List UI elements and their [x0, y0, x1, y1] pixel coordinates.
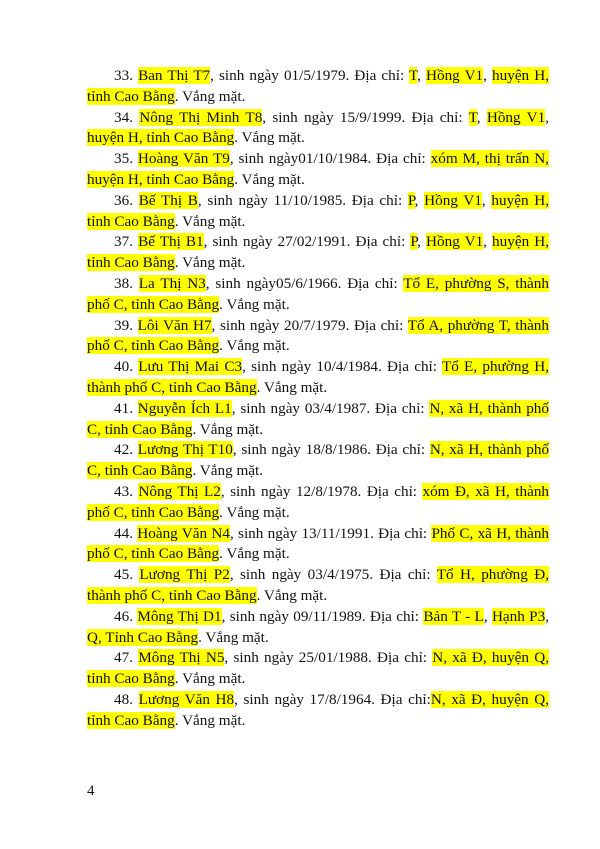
entry-number: 37.	[114, 233, 133, 251]
address-separator: ,	[476, 108, 487, 126]
address-highlight: N, xã Đ, huyện Q, tỉnh Cao Bằng	[87, 690, 550, 729]
list-item	[87, 482, 549, 524]
address-highlight: T	[409, 67, 418, 84]
address-highlight: xóm Đ, xã H, thành phố C, tỉnh Cao Bằng	[87, 482, 550, 521]
person-name: La Thị N3	[138, 274, 206, 292]
address-highlight: Hồng V1	[426, 67, 484, 84]
list-item	[87, 399, 549, 441]
birth-info: , sinh ngày 17/8/1964. Địa chỉ:	[234, 690, 431, 708]
birth-info: , sinh ngày 20/7/1979. Địa chỉ:	[211, 316, 408, 334]
address-highlight: Hồng V1	[486, 108, 546, 126]
birth-info: , sinh ngày05/6/1966. Địa chỉ:	[205, 274, 404, 292]
person-name: Bế Thị B	[138, 191, 198, 209]
birth-info: , sinh ngày 18/8/1986. Địa chỉ:	[232, 441, 430, 459]
address-separator: ,	[483, 67, 493, 84]
address-highlight: N, xã H, thành phố C, tỉnh Cao Bằng	[87, 441, 550, 480]
person-name: Lương Thị T10	[137, 441, 233, 459]
person-name: Hoàng Văn N4	[137, 524, 230, 542]
address-highlight: Bản T - L	[423, 607, 484, 625]
list-item	[87, 357, 549, 399]
list-item	[87, 191, 549, 233]
address-highlight: Tổ E, phường H, thành phố C, tỉnh Cao Bằng	[87, 358, 550, 396]
birth-info: , sinh ngày 25/01/1988. Địa chỉ:	[224, 649, 433, 667]
list-item	[87, 66, 549, 108]
attendance-status: . Vắng mặt.	[219, 503, 290, 521]
birth-info: , sinh ngày 03/4/1975. Địa chỉ:	[229, 566, 437, 584]
address-separator: ,	[483, 607, 492, 625]
address-highlight: Q, Tỉnh Cao Bằng	[87, 628, 199, 646]
person-name: Lương Văn H8	[138, 690, 235, 708]
address-highlight: Tổ A, phường T, thành phố C, tỉnh Cao Bằng	[87, 316, 549, 355]
birth-info: , sinh ngày 01/5/1979. Địa chỉ:	[210, 67, 409, 84]
birth-info: , sinh ngày 13/11/1991. Địa chỉ:	[229, 524, 432, 542]
address-highlight: Tổ H, phường Đ, thành phố C, tỉnh Cao Bằng	[87, 566, 549, 604]
person-name: Lưu Thị Mai C3	[138, 358, 243, 376]
birth-info: , sinh ngày 03/4/1987. Địa chỉ:	[231, 399, 430, 417]
address-highlight: huyện H, tỉnh Cao Bằng	[87, 129, 235, 147]
address-highlight: N, xã H, thành phố C, tỉnh Cao Bằng	[87, 399, 549, 438]
address-highlight: huyện H, tỉnh Cao Bằng	[87, 233, 550, 272]
birth-info: , sinh ngày01/10/1984. Địa chỉ:	[229, 150, 431, 168]
list-item	[87, 232, 549, 274]
entry-number: 48.	[114, 690, 133, 708]
entry-number: 40.	[114, 358, 133, 376]
address-highlight: huyện H, tỉnh Cao Bằng	[87, 67, 549, 105]
birth-info: , sinh ngày 15/9/1999. Địa chỉ:	[262, 108, 469, 126]
address-separator: ,	[417, 67, 427, 84]
attendance-status: . Vắng mặt.	[234, 129, 305, 147]
address-separator: ,	[483, 233, 493, 251]
list-item	[87, 648, 549, 690]
birth-info: , sinh ngày 27/02/1991. Địa chỉ:	[203, 233, 411, 251]
address-highlight: P	[407, 191, 415, 209]
attendance-status: . Vắng mặt.	[219, 545, 290, 563]
birth-info: , sinh ngày 11/10/1985. Địa chỉ:	[197, 191, 408, 209]
list-item	[87, 108, 549, 150]
address-separator: ,	[481, 191, 492, 209]
entry-number: 43.	[114, 482, 133, 500]
address-highlight: Phố C, xã H, thành phố C, tỉnh Cao Bằng	[87, 524, 550, 563]
address-separator: ,	[417, 233, 427, 251]
attendance-status: . Vắng mặt.	[219, 295, 290, 313]
page-number: 4	[87, 783, 95, 799]
address-highlight: xóm M, thị trấn N, huyện H, tỉnh Cao Bằng	[87, 150, 549, 188]
address-highlight: P	[410, 233, 418, 251]
list-item	[87, 274, 549, 316]
address-highlight: Hồng V1	[424, 191, 482, 209]
person-name: Nguyễn Ích L1	[137, 399, 232, 417]
entry-number: 45.	[114, 566, 133, 584]
address-separator: ,	[545, 607, 550, 625]
person-name: Nông Thị Minh T8	[139, 108, 263, 126]
person-name: Ban Thị T7	[138, 67, 211, 84]
address-highlight: Hồng V1	[426, 233, 484, 251]
list-item	[87, 316, 549, 358]
attendance-status: . Vắng mặt.	[256, 586, 328, 604]
entry-number: 38.	[114, 274, 133, 292]
person-name: Lương Thị P2	[139, 566, 230, 584]
entry-number: 36.	[114, 191, 133, 209]
entry-number: 41.	[114, 399, 133, 417]
attendance-status: . Vắng mặt.	[198, 628, 269, 646]
attendance-status: . Vắng mặt.	[192, 420, 264, 438]
attendance-status: . Vắng mặt.	[234, 170, 305, 188]
person-name: Bế Thị B1	[138, 233, 204, 251]
address-highlight: Tổ E, phường S, thành phố C, tỉnh Cao Bằng	[87, 274, 549, 313]
attendance-status: . Vắng mặt.	[174, 670, 246, 688]
address-highlight: Hạnh P3	[491, 607, 546, 625]
entry-number: 47.	[114, 649, 133, 667]
person-name: Mông Thị N5	[138, 649, 225, 667]
person-name: Hoàng Văn T9	[137, 150, 230, 168]
birth-info: , sinh ngày 10/4/1984. Địa chỉ:	[242, 358, 442, 376]
address-highlight: T	[468, 108, 477, 126]
person-name: Mông Thị D1	[137, 607, 222, 625]
list-item	[87, 440, 549, 482]
entry-number: 35.	[114, 150, 133, 168]
address-separator: ,	[545, 108, 549, 126]
attendance-status: . Vắng mặt.	[192, 462, 264, 480]
person-name: Nông Thị L2	[138, 482, 221, 500]
attendance-status: . Vắng mặt.	[174, 212, 246, 230]
entry-number: 44.	[114, 524, 133, 542]
entry-number: 42.	[114, 441, 133, 459]
address-highlight: N, xã Đ, huyện Q, tỉnh Cao Bằng	[87, 649, 550, 688]
list-item	[87, 690, 549, 732]
attendance-status: . Vắng mặt.	[256, 378, 328, 396]
address-separator: ,	[414, 191, 425, 209]
list-item	[87, 524, 549, 566]
birth-info: , sinh ngày 12/8/1978. Địa chỉ:	[220, 482, 423, 500]
entry-number: 34.	[114, 108, 133, 126]
attendance-status: . Vắng mặt.	[174, 254, 246, 272]
attendance-status: . Vắng mặt.	[174, 711, 246, 729]
entry-number: 33.	[114, 67, 133, 84]
person-name: Lôi Văn H7	[137, 316, 212, 334]
address-highlight: huyện H, tỉnh Cao Bằng	[87, 191, 550, 230]
entry-number: 46.	[114, 607, 133, 625]
list-item	[87, 149, 549, 191]
attendance-status: . Vắng mặt.	[219, 337, 290, 355]
list-item	[87, 565, 549, 607]
entry-list	[87, 66, 549, 732]
list-item	[87, 607, 549, 649]
attendance-status: . Vắng mặt.	[174, 87, 246, 105]
birth-info: , sinh ngày 09/11/1989. Địa chỉ:	[221, 607, 424, 625]
entry-number: 39.	[114, 316, 133, 334]
